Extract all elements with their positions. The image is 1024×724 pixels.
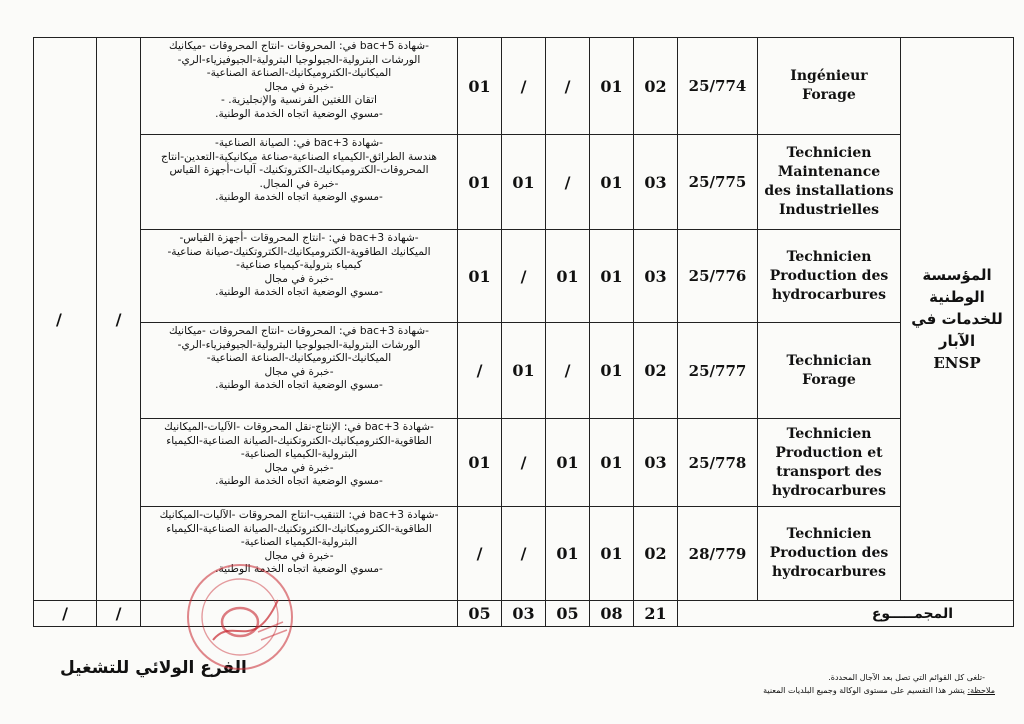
total-count: 08 — [590, 601, 634, 627]
count-cell: 02 — [634, 323, 678, 419]
requirement-line: الطاقوية-الكتروميكانيك-الكتروتكنيك-الصيانة الصناعية-الكيمياء — [166, 522, 432, 535]
requirements-cell — [141, 419, 458, 507]
table-row — [34, 38, 1014, 135]
count-cell: 03 — [634, 135, 678, 230]
requirements-cell — [141, 38, 458, 135]
requirement-line: الطاقوية-الكتروميكانيك-الكتروتكنيك-الصيانة الصناعية-الكيمياء — [166, 434, 432, 447]
requirement-line: -مسوي الوضعية اتجاه الخدمة الوطنية. — [215, 379, 383, 391]
note-text: يتشر هذا التقسيم على مستوى الوكالة وجميع البلديات المعنية — [763, 686, 965, 695]
count-cell: 02 — [634, 507, 678, 601]
count-cell: 01 — [590, 419, 634, 507]
count-cell: 01 — [590, 323, 634, 419]
requirement-line: -شهادة bac+3 في: المحروقات -انتاج المحروقات -ميكانيك — [169, 325, 429, 337]
count-cell: 03 — [634, 230, 678, 323]
organization-cell — [901, 38, 1014, 601]
total-left-a: / — [34, 601, 97, 627]
requirement-line: -مسوي الوضعية اتجاه الخدمة الوطنية. — [215, 191, 383, 203]
organization-line: الآبار — [938, 332, 976, 350]
requirement-line: كيمياء بترولية-كيمياء صناعية- — [236, 259, 362, 271]
title-line: Technicien — [786, 145, 872, 161]
count-cell: / — [502, 507, 546, 601]
position-title — [758, 419, 901, 507]
table-row — [34, 135, 1014, 230]
organization-line: للخدمات في — [911, 310, 1003, 328]
position-title — [758, 230, 901, 323]
requirement-line: -شهادة bac+3 في: -انتاج المحروقات -أجهزة القياس- — [179, 232, 419, 244]
requirement-line: الورشات البترولية-الجيولوجيا البترولية-الجيوفيزياء-الري- — [177, 53, 421, 66]
title-line: Technicien — [786, 248, 872, 265]
requirement-line: -مسوي الوضعية اتجاه الخدمة الوطنية. — [215, 286, 383, 298]
position-title — [758, 323, 901, 419]
title-line: hydrocarbures — [772, 564, 886, 580]
count-cell: / — [546, 323, 590, 419]
total-count: 03 — [502, 601, 546, 627]
title-line: Technicien — [786, 526, 872, 542]
position-code: 28/779 — [678, 507, 758, 601]
requirement-line: هندسة الطرائق-الكيمياء الصناعية-صناعة ميكانيكية-التعدين-انتاج — [161, 150, 437, 163]
requirement-line: البترولية-الكيمياء الصناعية- — [240, 448, 358, 460]
title-line: transport des — [776, 463, 882, 480]
count-cell: 01 — [590, 507, 634, 601]
requirement-line: -مسوي الوضعية اتجاه الخدمة الوطنية. — [215, 107, 383, 120]
count-cell: 01 — [458, 419, 502, 507]
count-cell: 01 — [590, 38, 634, 135]
requirement-line: -خبرة في مجال — [264, 549, 334, 562]
position-title — [758, 38, 901, 135]
count-cell: 01 — [546, 230, 590, 323]
signature-label: الفرع الولائي للتشغيل — [60, 658, 247, 678]
table-row — [34, 323, 1014, 419]
count-cell: 01 — [502, 135, 546, 230]
count-cell: / — [458, 507, 502, 601]
position-code: 25/774 — [678, 38, 758, 135]
position-title — [758, 135, 901, 230]
organization-line: الوطنية — [929, 288, 985, 306]
title-line: des installations — [764, 183, 894, 199]
requirement-line: -مسوي الوضعية اتجاه الخدمة الوطنية. — [215, 475, 383, 487]
title-line: Ingénieur — [790, 68, 868, 84]
organization-line: المؤسسة — [922, 266, 992, 284]
count-cell: 01 — [458, 38, 502, 135]
table-row — [34, 507, 1014, 601]
note-label: ملاحظة: — [967, 686, 995, 695]
stamp-seal-icon — [183, 560, 298, 675]
count-cell: 01 — [590, 230, 634, 323]
title-line: Industrielles — [778, 202, 880, 218]
requirement-line: اتقان اللغتين الفرنسية والإنجليزية. - — [221, 94, 377, 106]
table-row — [34, 419, 1014, 507]
requirement-line: -شهادة bac+5 في: المحروقات -انتاج المحروقات -ميكانيك — [169, 40, 429, 52]
requirement-line: -مسوي الوضعية اتجاه الخدمة الوطنية. — [215, 563, 383, 575]
total-left-b: / — [97, 601, 141, 627]
total-count: 05 — [546, 601, 590, 627]
total-label: المجمـــــوع — [678, 601, 1014, 627]
count-cell: 01 — [502, 323, 546, 419]
requirement-line: -خبرة في المجال. — [259, 177, 339, 190]
total-count: 05 — [458, 601, 502, 627]
count-cell: / — [546, 135, 590, 230]
title-line: Maintenance — [777, 164, 881, 180]
title-line: Production des — [769, 267, 889, 284]
total-count: 21 — [634, 601, 678, 627]
requirements-cell — [141, 230, 458, 323]
note-line-2 — [555, 686, 995, 695]
requirement-line: -شهادة bac+3 في: الإنتاج-نقل المحروقات -الآليات-الميكانيك — [164, 421, 434, 433]
note-line-1: -تلغى كل القوائم التي تصل بعد الآجال المحددة. — [828, 673, 985, 682]
position-code: 25/777 — [678, 323, 758, 419]
count-cell: 02 — [634, 38, 678, 135]
count-cell: 01 — [546, 419, 590, 507]
requirement-line: -شهادة bac+3 في: الصيانة الصناعية- — [215, 137, 383, 149]
left-col-b: / — [97, 38, 141, 601]
title-line: Production et — [775, 444, 883, 461]
requirement-line: الميكانيك الطاقوية-الكتروميكانيك-الكتروتكنيك-صيانة صناعية- — [167, 245, 431, 258]
title-line: hydrocarbures — [772, 482, 886, 499]
title-line: Production des — [769, 545, 889, 561]
title-line: hydrocarbures — [772, 286, 886, 303]
count-cell: 01 — [546, 507, 590, 601]
title-line: Technician — [786, 352, 872, 369]
count-cell: 03 — [634, 419, 678, 507]
title-line: Forage — [802, 371, 856, 388]
requirement-line: -خبرة في مجال — [264, 461, 334, 474]
requirement-line: -خبرة في مجال — [264, 272, 334, 285]
count-cell: / — [502, 230, 546, 323]
count-cell: / — [458, 323, 502, 419]
requirement-line: الميكانيك-الكتروميكانيك-الصناعة الصناعية- — [206, 352, 392, 364]
position-code: 25/778 — [678, 419, 758, 507]
requirement-line: البترولية-الكيمياء الصناعية- — [240, 536, 358, 548]
requirement-line: المحروقات-الكتروميكانيك-الكتروتكنيك- آليات-أجهزة القياس — [169, 164, 429, 176]
count-cell: / — [546, 38, 590, 135]
totals-row — [34, 601, 1014, 627]
count-cell: / — [502, 38, 546, 135]
requirement-line: -خبرة في مجال — [264, 365, 334, 378]
title-line: Forage — [802, 87, 856, 103]
requirements-cell — [141, 323, 458, 419]
count-cell: 01 — [590, 135, 634, 230]
title-line: Technicien — [786, 425, 872, 442]
left-col-a: / — [34, 38, 97, 601]
count-cell: 01 — [458, 230, 502, 323]
requirement-line: الميكانيك-الكتروميكانيك-الصناعة الصناعية- — [206, 67, 392, 79]
organization-abbr: ENSP — [933, 354, 981, 372]
job-offers-table — [33, 37, 1014, 627]
position-title — [758, 507, 901, 601]
requirement-line: -شهادة bac+3 في: التنقيب-انتاج المحروقات -الآليات-الميكانيك — [159, 509, 439, 521]
count-cell: 01 — [458, 135, 502, 230]
table-row — [34, 230, 1014, 323]
position-code: 25/776 — [678, 230, 758, 323]
requirement-line: -خبرة في مجال — [264, 80, 334, 93]
position-code: 25/775 — [678, 135, 758, 230]
count-cell: / — [502, 419, 546, 507]
requirement-line: الورشات البترولية-الجيولوجيا البترولية-الجيوفيزياء-الري- — [177, 338, 421, 351]
requirements-cell — [141, 135, 458, 230]
